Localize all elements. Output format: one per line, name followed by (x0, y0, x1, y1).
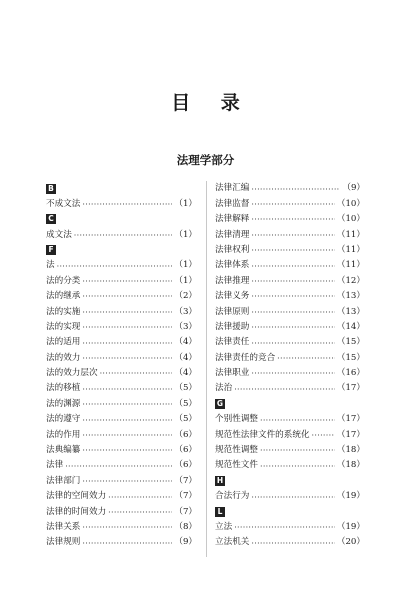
toc-entry-page-number: （6） (174, 460, 197, 471)
toc-entry-page-number: （1） (174, 229, 197, 240)
toc-entry-label: 法的渊源 (46, 398, 81, 409)
toc-entry-label: 法的作用 (46, 429, 81, 440)
dot-leader (82, 293, 172, 301)
toc-entry-label: 法律规则 (46, 537, 81, 548)
toc-entry[interactable] (215, 181, 365, 196)
dot-leader (82, 447, 172, 455)
toc-entry[interactable] (215, 520, 365, 535)
toc-entry-label: 规范性文件 (215, 460, 258, 471)
toc-entry-page-number: （7） (174, 491, 197, 502)
dot-leader (82, 340, 172, 348)
toc-entry-page-number: （4） (174, 337, 197, 348)
toc-entry-label: 法律监督 (215, 198, 250, 209)
toc-entry-page-number: （1） (174, 275, 197, 286)
toc-entry-label: 法律清理 (215, 229, 250, 240)
toc-entry-label: 法律援助 (215, 321, 250, 332)
toc-entry[interactable] (215, 381, 365, 396)
toc-entry-label: 法的效力 (46, 352, 81, 363)
toc-entry-page-number: （2） (174, 291, 197, 302)
toc-entry[interactable] (46, 535, 197, 550)
toc-entry[interactable] (46, 489, 197, 504)
page-title: 目 录 (171, 92, 252, 114)
toc-entry-page-number: （18） (336, 445, 365, 456)
toc-entry-label: 立法 (215, 521, 233, 532)
toc-entry-label: 法 (46, 260, 55, 271)
toc-entry[interactable] (46, 504, 197, 519)
toc-entry-page-number: （5） (174, 398, 197, 409)
toc-entry-page-number: （13） (336, 291, 365, 302)
toc-entry-label: 规范性调整 (215, 445, 258, 456)
toc-entry-label: 法典编纂 (46, 445, 81, 456)
toc-entry-label: 法的分类 (46, 275, 81, 286)
dot-leader (108, 494, 172, 502)
toc-entry-page-number: （17） (336, 383, 365, 394)
toc-entry-page-number: （1） (174, 198, 197, 209)
toc-entry-label: 法的适用 (46, 337, 81, 348)
toc-entry-label: 合法行为 (215, 491, 250, 502)
toc-entry[interactable] (215, 273, 365, 288)
toc-entry[interactable] (215, 196, 365, 211)
toc-entry-label: 法律汇编 (215, 183, 250, 194)
dot-leader (74, 232, 173, 240)
toc-entry[interactable] (215, 458, 365, 473)
toc-entry-page-number: （12） (336, 275, 365, 286)
dot-leader (251, 340, 334, 348)
toc-entry[interactable] (215, 212, 365, 227)
toc-entry[interactable] (215, 412, 365, 427)
toc-entry-label: 法的继承 (46, 291, 81, 302)
toc-entry-label: 法的实现 (46, 321, 81, 332)
dot-leader (251, 540, 334, 548)
dot-leader (108, 509, 172, 517)
toc-right-column (215, 181, 365, 550)
dot-leader (82, 540, 172, 548)
dot-leader (251, 201, 334, 209)
toc-entry-label: 法治 (215, 383, 233, 394)
toc-entry[interactable] (46, 335, 197, 350)
dot-leader (82, 524, 172, 532)
index-letter-badge: H (216, 476, 224, 486)
toc-entry[interactable] (215, 535, 365, 550)
toc-entry[interactable] (46, 412, 197, 427)
toc-entry-page-number: （9） (342, 183, 365, 194)
toc-entry-page-number: （10） (336, 198, 365, 209)
dot-leader (82, 478, 172, 486)
index-letter-badge: C (46, 214, 56, 224)
dot-leader (251, 324, 334, 332)
dot-leader (251, 232, 334, 240)
dot-leader (312, 432, 335, 440)
index-letter-row (215, 504, 365, 519)
dot-leader (251, 186, 340, 194)
toc-entry-label: 法律的空间效力 (46, 491, 107, 502)
dot-leader (82, 355, 172, 363)
toc-entry[interactable] (46, 258, 197, 273)
toc-entry-label: 成文法 (46, 229, 72, 240)
toc-entry-label: 法律的时间效力 (46, 506, 107, 517)
dot-leader (65, 463, 172, 471)
toc-entry-page-number: （11） (336, 260, 365, 271)
toc-entry-page-number: （1） (174, 260, 197, 271)
toc-entry-page-number: （20） (336, 537, 365, 548)
toc-entry-page-number: （6） (174, 429, 197, 440)
dot-leader (251, 293, 334, 301)
toc-entry-page-number: （4） (174, 368, 197, 379)
toc-entry[interactable] (215, 443, 365, 458)
toc-entry-label: 立法机关 (215, 537, 250, 548)
toc-entry-label: 法的实施 (46, 306, 81, 317)
index-letter-badge: G (216, 399, 224, 409)
dot-leader (260, 417, 335, 425)
toc-entry[interactable] (46, 473, 197, 488)
toc-entry-label: 法律权利 (215, 244, 250, 255)
dot-leader (82, 278, 172, 286)
toc-entry[interactable] (215, 304, 365, 319)
toc-entry-page-number: （7） (174, 506, 197, 517)
toc-entry-label: 法律责任的竞合 (215, 352, 276, 363)
toc-entry-label: 法律解释 (215, 214, 250, 225)
dot-leader (251, 216, 334, 224)
toc-entry[interactable] (215, 289, 365, 304)
dot-leader (234, 386, 335, 394)
toc-entry-page-number: （4） (174, 352, 197, 363)
dot-leader (260, 447, 335, 455)
toc-entry[interactable] (46, 427, 197, 442)
toc-entry-page-number: （3） (174, 306, 197, 317)
dot-leader (82, 401, 172, 409)
section-heading: 法理学部分 (176, 153, 235, 167)
dot-leader (234, 524, 335, 532)
dot-leader (100, 370, 173, 378)
toc-entry[interactable] (215, 258, 365, 273)
toc-entry-label: 法律体系 (215, 260, 250, 271)
toc-entry[interactable] (46, 366, 197, 381)
index-letter-row (215, 473, 365, 488)
toc-entry[interactable] (215, 489, 365, 504)
dot-leader (251, 263, 334, 271)
toc-entry-label: 个别性调整 (215, 414, 258, 425)
toc-entry-page-number: （5） (174, 383, 197, 394)
dot-leader (82, 201, 172, 209)
index-letter-row (46, 243, 197, 258)
dot-leader (251, 309, 334, 317)
toc-entry[interactable] (46, 350, 197, 365)
index-letter-badge: B (46, 184, 56, 194)
toc-entry-label: 不成文法 (46, 198, 81, 209)
toc-entry[interactable] (215, 227, 365, 242)
toc-entry-page-number: （11） (336, 229, 365, 240)
toc-entry-label: 法律部门 (46, 475, 81, 486)
dot-leader (82, 432, 172, 440)
toc-entry-page-number: （7） (174, 475, 197, 486)
index-letter-row (215, 396, 365, 411)
dot-leader (82, 324, 172, 332)
toc-entry-page-number: （10） (336, 214, 365, 225)
toc-entry-page-number: （15） (336, 337, 365, 348)
toc-entry-page-number: （17） (336, 414, 365, 425)
dot-leader (82, 386, 172, 394)
dot-leader (251, 494, 334, 502)
index-letter-row (46, 181, 197, 196)
toc-entry-page-number: （9） (174, 537, 197, 548)
toc-left-column (46, 181, 197, 550)
toc-entry-page-number: （8） (174, 521, 197, 532)
dot-leader (251, 247, 334, 255)
toc-entry[interactable] (46, 381, 197, 396)
toc-entry-label: 法律原则 (215, 306, 250, 317)
toc-entry-page-number: （18） (336, 460, 365, 471)
toc-entry[interactable] (215, 427, 365, 442)
toc-entry[interactable] (46, 320, 197, 335)
index-letter-row (46, 212, 197, 227)
toc-entry-label: 规范性法律文件的系统化 (215, 429, 310, 440)
toc-entry[interactable] (215, 335, 365, 350)
toc-entry[interactable] (215, 366, 365, 381)
toc-entry-page-number: （17） (336, 429, 365, 440)
toc-entry-page-number: （14） (336, 321, 365, 332)
toc-entry[interactable] (215, 350, 365, 365)
toc-entry-page-number: （6） (174, 445, 197, 456)
toc-entry[interactable] (46, 458, 197, 473)
toc-entry-page-number: （15） (336, 352, 365, 363)
toc-entry[interactable] (46, 196, 197, 211)
toc-entry[interactable] (46, 520, 197, 535)
dot-leader (251, 370, 334, 378)
toc-entry-page-number: （11） (336, 244, 365, 255)
toc-entry[interactable] (215, 320, 365, 335)
toc-entry-page-number: （13） (336, 306, 365, 317)
toc-entry-label: 法的效力层次 (46, 368, 98, 379)
toc-entry-page-number: （16） (336, 368, 365, 379)
toc-entry-page-number: （19） (336, 491, 365, 502)
dot-leader (82, 309, 172, 317)
toc-entry-label: 法律职业 (215, 368, 250, 379)
toc-entry-label: 法的遵守 (46, 414, 81, 425)
toc-entry-label: 法律责任 (215, 337, 250, 348)
toc-entry-label: 法律关系 (46, 521, 81, 532)
toc-entry[interactable] (46, 396, 197, 411)
toc-entry[interactable] (46, 443, 197, 458)
column-divider (206, 181, 207, 557)
toc-entry-label: 法律推理 (215, 275, 250, 286)
toc-entry[interactable] (46, 289, 197, 304)
toc-entry-page-number: （19） (336, 521, 365, 532)
dot-leader (57, 263, 173, 271)
toc-entry[interactable] (46, 273, 197, 288)
toc-entry[interactable] (46, 227, 197, 242)
toc-entry-label: 法律 (46, 460, 64, 471)
dot-leader (251, 278, 334, 286)
toc-entry-label: 法的移植 (46, 383, 81, 394)
dot-leader (82, 417, 172, 425)
toc-entry-page-number: （3） (174, 321, 197, 332)
toc-entry-label: 法律义务 (215, 291, 250, 302)
index-letter-badge: L (215, 507, 225, 517)
dot-leader (260, 463, 335, 471)
dot-leader (277, 355, 335, 363)
toc-entry[interactable] (215, 243, 365, 258)
toc-entry-page-number: （5） (174, 414, 197, 425)
index-letter-badge: F (46, 245, 56, 255)
toc-entry[interactable] (46, 304, 197, 319)
